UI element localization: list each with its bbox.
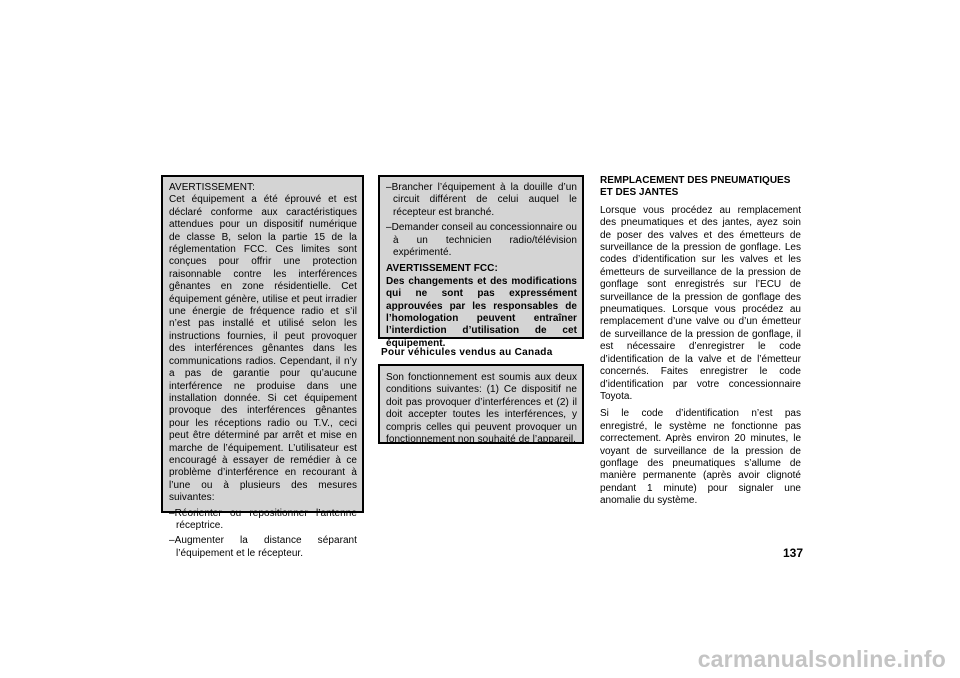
section-paragraph: Si le code d’identification n’est pas enregistré, le système ne fonctionne pas correctement. Après environ 20 minutes, le voyant de surveillance de la pression de gonflage des pneumatiques s’allume de manière permanente (après avoir clignoté pendant 1 minute) pour signaler une anomalie du système. [600,408,801,507]
fcc-warning-title: AVERTISSEMENT FCC: [386,263,498,275]
warning-list-item: –Augmenter la distance séparant l’équipement et le récepteur. [169,535,357,559]
warning-title: AVERTISSEMENT: [169,182,255,193]
warning-list-item: –Demander conseil au concessionnaire ou à un technicien radio/télévision expérimenté. [386,222,577,259]
fcc-warning-continued-box [378,175,584,349]
section-paragraph: Lorsque vous procédez au remplacement des pneumatiques et des jantes, ayez soin de poser des valves et des émetteurs de surveillance de la pression de gonflage. Les codes d’identification sur les valves et les émetteurs de surveillance de la pression de gonflage sont enregistrés sur l’ECU de surveillance de la pression de gonflage des pneumatiques. Lorsque vous procédez au remplacement d’une valve ou d’un émetteur de surveillance de la pression de gonflage, il est nécessaire d’enregistrer le code d’identification de la valve et de l’émetteur concernés. Faites enregistrer le code d’identification par votre concessionnaire Toyota. [600,204,801,402]
canada-section-heading: Pour véhicules vendus au Canada [381,347,553,358]
tire-replacement-section [600,175,801,513]
canada-notice-body: Son fonctionnement est soumis aux deux conditions suivantes: (1) Ce dispositif ne doit pas provoquer d’interférences et (2) il doit accepter toutes les interférences, y compris celles qui peuvent provoquer un fonctionnement non souhaité de l’appareil. [386,372,577,446]
page-number: 137 [783,546,804,560]
fcc-warning-body: Des changements et des modifications qui ne sont pas expressément approuvées par les responsables de l’homologation peuvent entraîner l’interdiction d’utilisation de cet équipement. [386,275,577,349]
warning-list-item: –Réorienter ou repositionner l’antenne réceptrice. [169,507,357,531]
section-heading: REMPLACEMENT DES PNEUMATIQUES ET DES JANTES [600,175,791,199]
warning-body: Cet équipement a été éprouvé et est déclaré conforme aux caractéristiques attendues pour un dispositif numérique de classe B, selon la partie 15 de la réglementation FCC. Ces limites sont conçues pour offrir une protection raisonnable contre les interférences gênantes en zone résidentielle. Cet équipement génère, utilise et peut irradier une énergie de fréquence radio et s’il n’est pas installé et utilisé selon les instructions fournies, il peut provoquer des interférences gênantes dans les communications radios. Cependant, il n’y a pas de garantie pour qu’aucune interférence ne produise dans une installation donnée. Si cet équipement provoque des interférences gênantes pour les réceptions radio ou T.V., ceci peut être déterminé par arrêt et mise en marche de l’équipement. L’utilisateur est encouragé à essayer de remédier à ce problème d’interférence en recourant à l’une ou à plusieurs des mesures suivantes: [169,194,357,504]
watermark: carmanualsonline.info [697,646,946,672]
fcc-warning-box [161,175,364,559]
warning-list-item: –Brancher l’équipement à la douille d’un circuit différent de celui auquel le récepteur est branché. [386,182,577,218]
canada-notice-box [378,364,584,444]
